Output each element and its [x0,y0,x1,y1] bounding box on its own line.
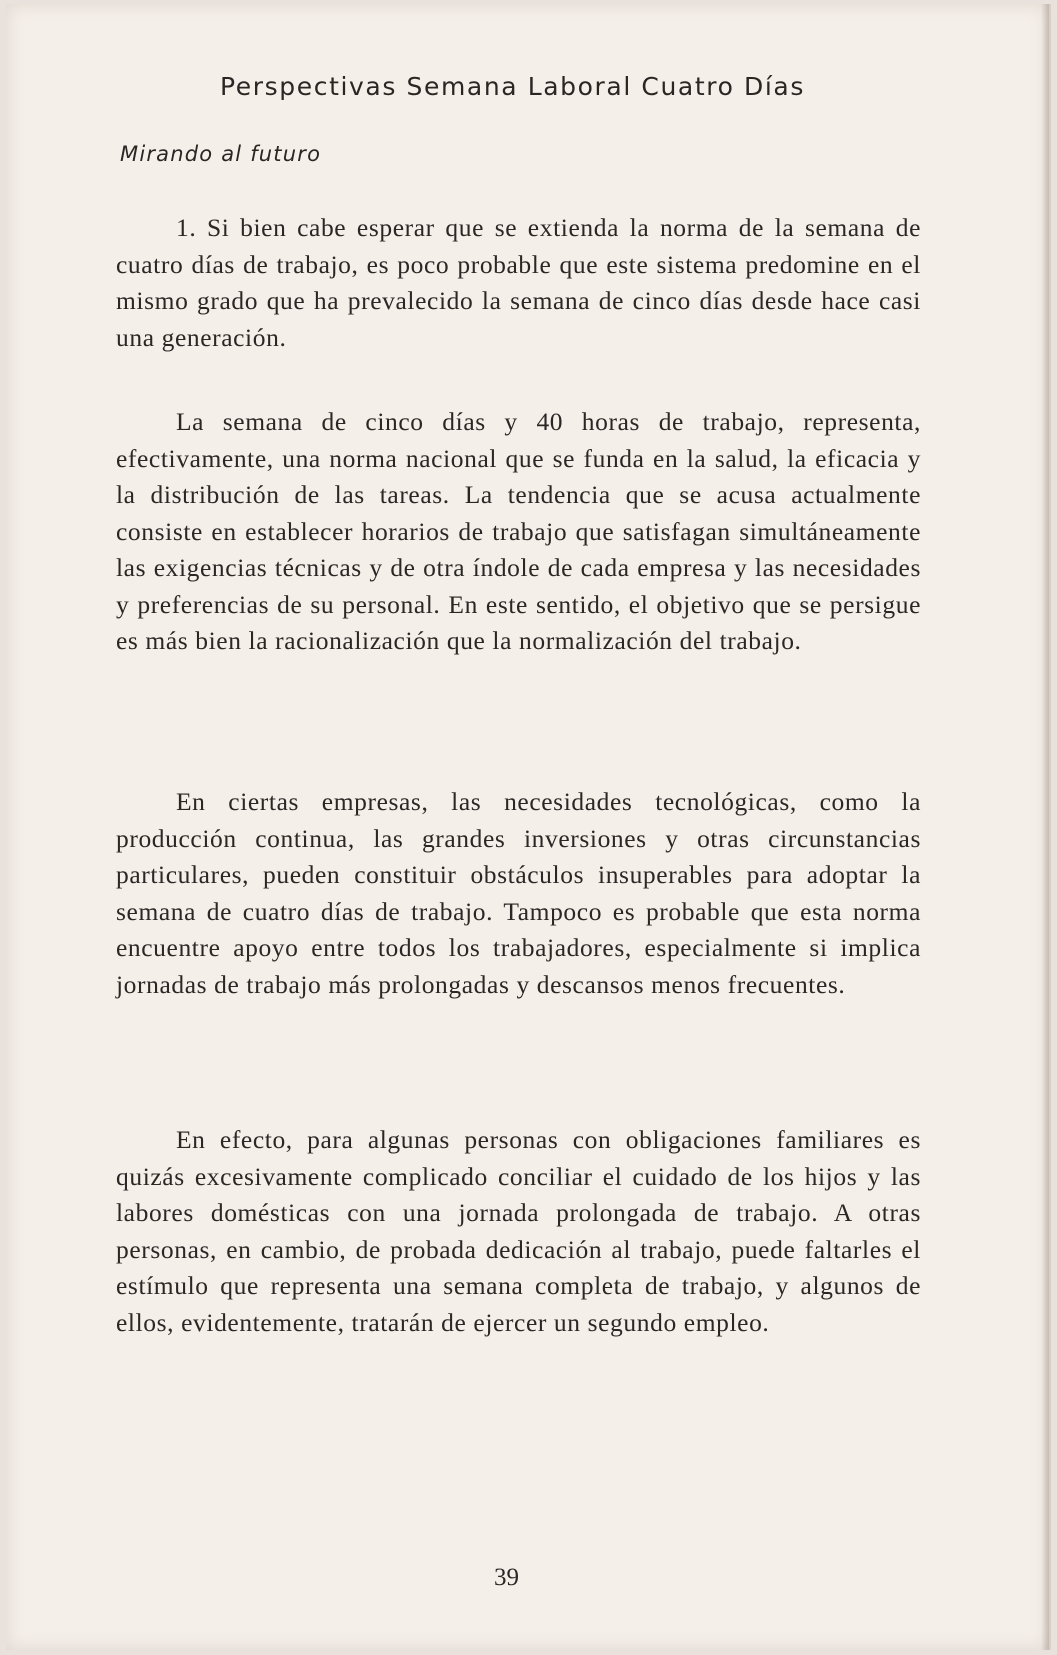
page-number: 39 [494,1564,519,1591]
section-heading: Mirando al futuro [120,142,322,166]
paragraph-text: En ciertas empresas, las necesidades tecnológicas, como la producción continua, las grandes inversiones y otras circunstancias particulares, pueden constituir obstáculos insuperables para adoptar la semana de cuatro días de trabajo. Tampoco es probable que esta norma encuentre apoyo entre todos los trabajadores, especialmente si implica jornadas de trabajo más prolongadas y descansos menos frecuentes. [116,787,921,999]
running-header: Perspectivas Semana Laboral Cuatro Días [220,72,805,101]
paragraph-2 [116,404,921,660]
document-page [6,4,1051,1650]
paragraph-text: En efecto, para algunas personas con obligaciones familiares es quizás excesivamente complicado conciliar el cuidado de los hijos y las labores domésticas con una jornada prolongada de trabajo. A otras personas, en cambio, de probada dedicación al trabajo, puede faltarles el estímulo que representa una semana completa de trabajo, y algunos de ellos, evidentemente, tratarán de ejercer un segundo empleo. [116,1125,921,1337]
paragraph-3 [116,784,921,1003]
paragraph-text: 1. Si bien cabe esperar que se extienda la norma de la semana de cuatro días de trabajo, es poco probable que este sistema predomine en el mismo grado que ha prevalecido la semana de cinco días desde hace casi una generación. [116,213,921,352]
paragraph-4 [116,1122,921,1341]
page-edge-shadow [1041,4,1049,1650]
paragraph-1 [116,210,921,356]
paragraph-text: La semana de cinco días y 40 horas de trabajo, representa, efectivamente, una norma nacional que se funda en la salud, la eficacia y la distribución de las tareas. La tendencia que se acusa actualmente consiste en establecer horarios de trabajo que satisfagan simultáneamente las exigencias técnicas y de otra índole de cada empresa y las necesidades y preferencias de su personal. En este sentido, el objetivo que se persigue es más bien la racionalización que la normalización del trabajo. [116,407,921,655]
